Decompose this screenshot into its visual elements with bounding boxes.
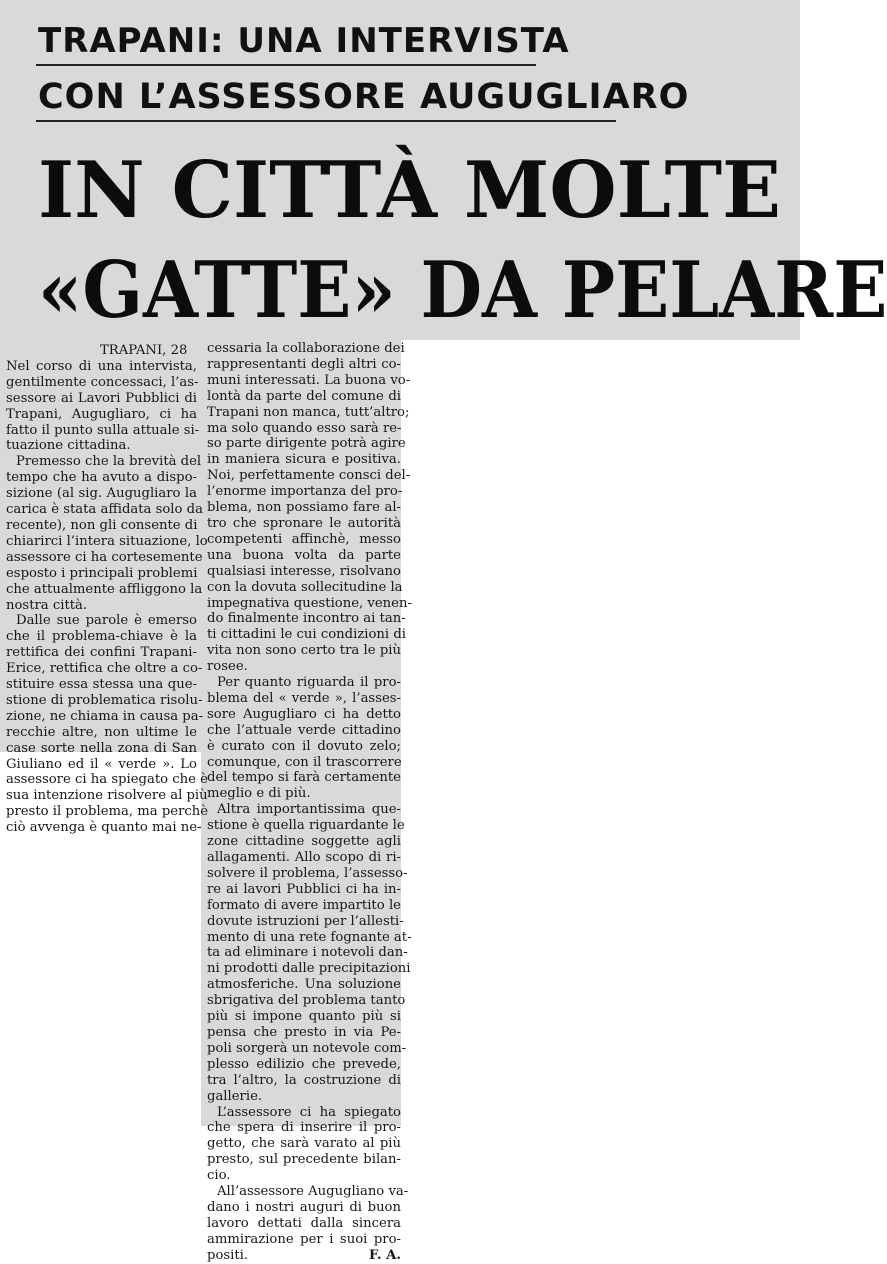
article-text: ti cittadini le cui condizioni di [207, 627, 406, 643]
article-text: Premesso che la brevità del [16, 454, 202, 470]
article-text: presto il problema, ma perchè [6, 804, 209, 820]
article-text: sizione (al sig. Augugliaro la [6, 486, 197, 502]
article-text: qualsiasi interesse, risolvano [207, 563, 401, 579]
kicker-line-1: TRAPANI: UNA INTERVISTA [38, 21, 570, 61]
article-text-line [6, 518, 197, 534]
article-text-line [207, 389, 401, 405]
article-text-line [207, 723, 401, 739]
article-text: ma solo quando esso sarà re- [207, 420, 402, 436]
article-text-line [207, 1136, 401, 1152]
kicker-line-2: CON L’ASSESSORE AUGUGLIARO [38, 77, 690, 117]
article-text: tempo che ha avuto a dispo- [6, 470, 197, 486]
article-text-line [207, 341, 405, 357]
article-text: gentilmente concessaci, l’as- [6, 374, 199, 390]
article-text: più si impone quanto più si [207, 1009, 401, 1025]
article-text-line [207, 500, 401, 516]
author-signature: F. A. [368, 1247, 401, 1263]
article-text: blema del « verde », l’asses- [207, 690, 401, 706]
article-text-line [207, 1168, 401, 1184]
article-text: Dalle sue parole è emerso [16, 613, 197, 629]
article-text-line [6, 820, 202, 836]
article-text: re ai lavori Pubblici ci ha in- [207, 881, 401, 897]
article-text-line [6, 391, 197, 407]
article-text: lontà da parte del comune di [207, 388, 401, 404]
article-text-line [207, 834, 401, 850]
article-text-line [207, 1232, 401, 1248]
article-text: Altra importantissima que- [217, 802, 401, 818]
article-text: pensa che presto in via Pe- [207, 1024, 401, 1040]
article-text: atmosferiche. Una soluzione [207, 977, 401, 993]
article-text: impegnativa questione, venen- [207, 595, 412, 611]
article-text: Noi, perfettamente consci del- [207, 468, 411, 484]
article-text-line [207, 818, 405, 834]
article-text: sbrigativa del problema tanto [207, 993, 406, 1009]
article-text: chiarirci l’intera situazione, lo [6, 533, 208, 549]
article-text-line [207, 532, 401, 548]
article-text: che spera di inserire il pro- [207, 1120, 401, 1136]
article-text-line [6, 486, 197, 502]
article-text-line [207, 739, 401, 755]
article-text: una buona volta da parte [207, 547, 401, 563]
article-text-line [6, 708, 204, 725]
article-text: zone cittadine soggette agli [207, 834, 401, 850]
dateline: TRAPANI, 28 [100, 343, 188, 358]
article-text: ciò avvenga è quanto mai ne- [6, 820, 202, 836]
article-text: tuazione cittadina. [6, 438, 131, 454]
article-text: Per quanto riguarda il pro- [217, 675, 401, 691]
article-text: Trapani, Augugliaro, ci ha [6, 406, 197, 422]
article-text-line [6, 470, 197, 486]
article-text: che il problema-chiave è la [6, 629, 197, 645]
article-text: cessaria la collaborazione dei [207, 341, 405, 356]
article-text-line [6, 725, 197, 741]
article-text-line [207, 993, 406, 1009]
article-text-line [207, 945, 408, 961]
article-text: presto, sul precedente bilan- [207, 1152, 401, 1168]
article-text-line [207, 1105, 401, 1121]
article-text-line [207, 898, 401, 914]
article-text-line [207, 580, 401, 596]
article-text: meglio e di più. [207, 786, 311, 802]
article-text-line [6, 581, 203, 598]
article-text: case sorte nella zona di San [6, 740, 197, 756]
article-text: stione è quella riguardante le [207, 818, 405, 834]
article-text: sessore ai Lavori Pubblici di [6, 390, 197, 406]
article-text-line [6, 502, 203, 518]
article-text: lavoro dettati dalla sincera [207, 1215, 401, 1231]
article-text: rettifica dei confini Trapani- [6, 645, 197, 661]
article-text-line [6, 677, 197, 693]
article-text-line [207, 611, 406, 627]
article-text-line [207, 1009, 401, 1025]
article-text: è curato con il dovuto zelo; [207, 738, 401, 754]
article-text-line [207, 468, 411, 484]
article-text: ammirazione per i suoi pro- [207, 1231, 401, 1247]
article-text-line [207, 882, 401, 898]
article-text-line [6, 804, 209, 820]
article-text: solvere il problema, l’assesso- [207, 865, 408, 881]
article-text: tra l’altro, la costruzione di [207, 1072, 401, 1088]
article-text-line [6, 645, 197, 661]
article-text: comunque, con il trascorrere [207, 754, 402, 770]
article-text: gallerie. [207, 1088, 263, 1104]
article-text: sore Augugliaro ci ha detto [207, 706, 401, 722]
article-text: l’enorme importanza del pro- [207, 484, 403, 500]
article-text: All’assessore Augugliano va- [217, 1184, 409, 1200]
article-text-line [207, 643, 401, 659]
article-text-line [207, 1216, 401, 1232]
article-text-line [207, 1248, 401, 1264]
article-text-line [207, 436, 406, 452]
article-text: nostra città. [6, 597, 88, 613]
article-text-line [207, 1057, 401, 1073]
article-text: zione, ne chiama in causa pa- [6, 708, 204, 724]
article-text: dovute istruzioni per l’allesti- [207, 913, 404, 929]
article-text-line [6, 629, 197, 645]
article-text-line [6, 566, 197, 582]
article-text-line [207, 929, 412, 946]
article-text-line [207, 595, 412, 612]
article-text: getto, che sarà varato al più [207, 1136, 401, 1152]
article-text-line [207, 707, 401, 723]
article-text-line [207, 548, 401, 564]
article-text-line [6, 422, 200, 439]
article-text-line [6, 692, 203, 709]
article-text-line [207, 1040, 407, 1057]
article-text: allagamenti. Allo scopo di ri- [207, 850, 401, 865]
article-text-line [6, 454, 202, 470]
article-text-line [207, 1025, 401, 1041]
article-text: formato di avere impartito le [207, 897, 401, 913]
article-text-line [207, 1184, 409, 1200]
article-text-line [207, 1200, 401, 1216]
article-text-line [207, 627, 406, 643]
article-text-line [207, 372, 411, 389]
article-text: tro che spronare le autorità [207, 515, 401, 531]
kicker-underline-1 [36, 64, 536, 66]
article-text-line [207, 913, 404, 930]
article-text: vita non sono certo tra le più [207, 643, 401, 659]
kicker-underline-2 [36, 120, 616, 122]
article-text-line [207, 516, 401, 532]
article-text-line [6, 613, 197, 629]
article-text: blema, non possiamo fare al- [207, 500, 401, 516]
article-text-line [207, 961, 411, 977]
article-text: fatto il punto sulla attuale si- [6, 422, 200, 438]
headline-line-2: «GATTE» DA PELARE [38, 245, 887, 336]
article-text: che attualmente affliggono la [6, 581, 203, 597]
article-text: Giuliano ed il « verde ». Lo [6, 756, 197, 772]
article-text: esposto i principali problemi [6, 565, 198, 581]
article-text: ni prodotti dalle precipitazioni [207, 961, 411, 977]
article-text: stituire essa stessa una que- [6, 677, 197, 693]
article-text-line [207, 564, 401, 580]
article-text-line [207, 977, 401, 993]
article-text: muni interessati. La buona vo- [207, 372, 411, 388]
article-text-line [207, 850, 401, 866]
article-text: L’assessore ci ha spiegato [217, 1104, 401, 1120]
article-text: con la dovuta sollecitudine la [207, 579, 403, 595]
article-text-line [6, 661, 203, 677]
article-text-line [6, 533, 208, 550]
article-text: positi. [207, 1247, 249, 1263]
article-text-line [207, 755, 401, 771]
article-text-line [207, 421, 401, 437]
article-text-line [207, 1073, 401, 1089]
article-text: plesso edilizio che prevede, [207, 1056, 401, 1072]
article-text-line [6, 741, 197, 757]
article-text: cio. [207, 1168, 231, 1184]
headline-line-1: IN CITTÀ MOLTE [38, 145, 781, 236]
article-text: sua intenzione risolvere al più [6, 788, 208, 804]
article-text-line [6, 772, 208, 788]
article-text-line [207, 659, 401, 675]
article-text-line [207, 675, 401, 691]
article-text-line [6, 438, 197, 454]
article-text: carica è stata affidata solo da [6, 502, 203, 518]
article-text-line [207, 484, 401, 500]
article-text: del tempo si farà certamente [207, 770, 401, 786]
article-text: assessore ci ha cortesemente [6, 549, 203, 565]
article-text-line [207, 802, 401, 818]
article-text-line [6, 788, 208, 804]
article-text-line [207, 786, 401, 802]
article-text-line [6, 757, 197, 773]
article-text: Nel corso di una intervista, [6, 358, 197, 374]
article-text: stione di problematica risolu- [6, 692, 203, 708]
article-text: so parte dirigente potrà agire [207, 436, 406, 452]
article-text: assessore ci ha spiegato che è [6, 772, 208, 788]
article-text: competenti affinchè, messo [207, 531, 401, 547]
article-column-left [6, 343, 209, 836]
article-text-line [6, 598, 197, 614]
article-text-line [6, 549, 203, 566]
article-column-right [207, 341, 412, 1264]
article-text: rosee. [207, 659, 248, 675]
article-text-line [207, 865, 408, 882]
article-text: Erice, rettifica che oltre a co- [6, 661, 203, 677]
article-text-line [207, 1120, 401, 1136]
article-text-line [207, 691, 401, 707]
article-text: dano i nostri auguri di buon [207, 1199, 401, 1215]
article-text: rappresentanti degli altri co- [207, 356, 401, 372]
article-text-line [207, 1089, 401, 1105]
article-text-line [6, 359, 197, 375]
article-text: ta ad eliminare i notevoli dan- [207, 945, 408, 961]
article-text: mento di una rete fognante at- [207, 929, 412, 945]
article-text: do finalmente incontro ai tan- [207, 611, 406, 627]
article-text: poli sorgerà un notevole com- [207, 1040, 407, 1056]
article-text-line [207, 1152, 401, 1168]
article-text: Trapani non manca, tutt’altro; [207, 404, 410, 420]
article-text-line [6, 375, 197, 391]
article-text: recchie altre, non ultime le [6, 724, 197, 740]
article-text: in maniera sicura e positiva. [207, 452, 401, 468]
article-text-line [207, 404, 410, 421]
article-text: recente), non gli consente di [6, 517, 198, 533]
article-text-line [207, 452, 401, 468]
article-text-line [207, 770, 401, 786]
article-text-line [6, 407, 197, 423]
article-text-line [207, 357, 401, 373]
article-text: che l’attuale verde cittadino [207, 722, 401, 738]
